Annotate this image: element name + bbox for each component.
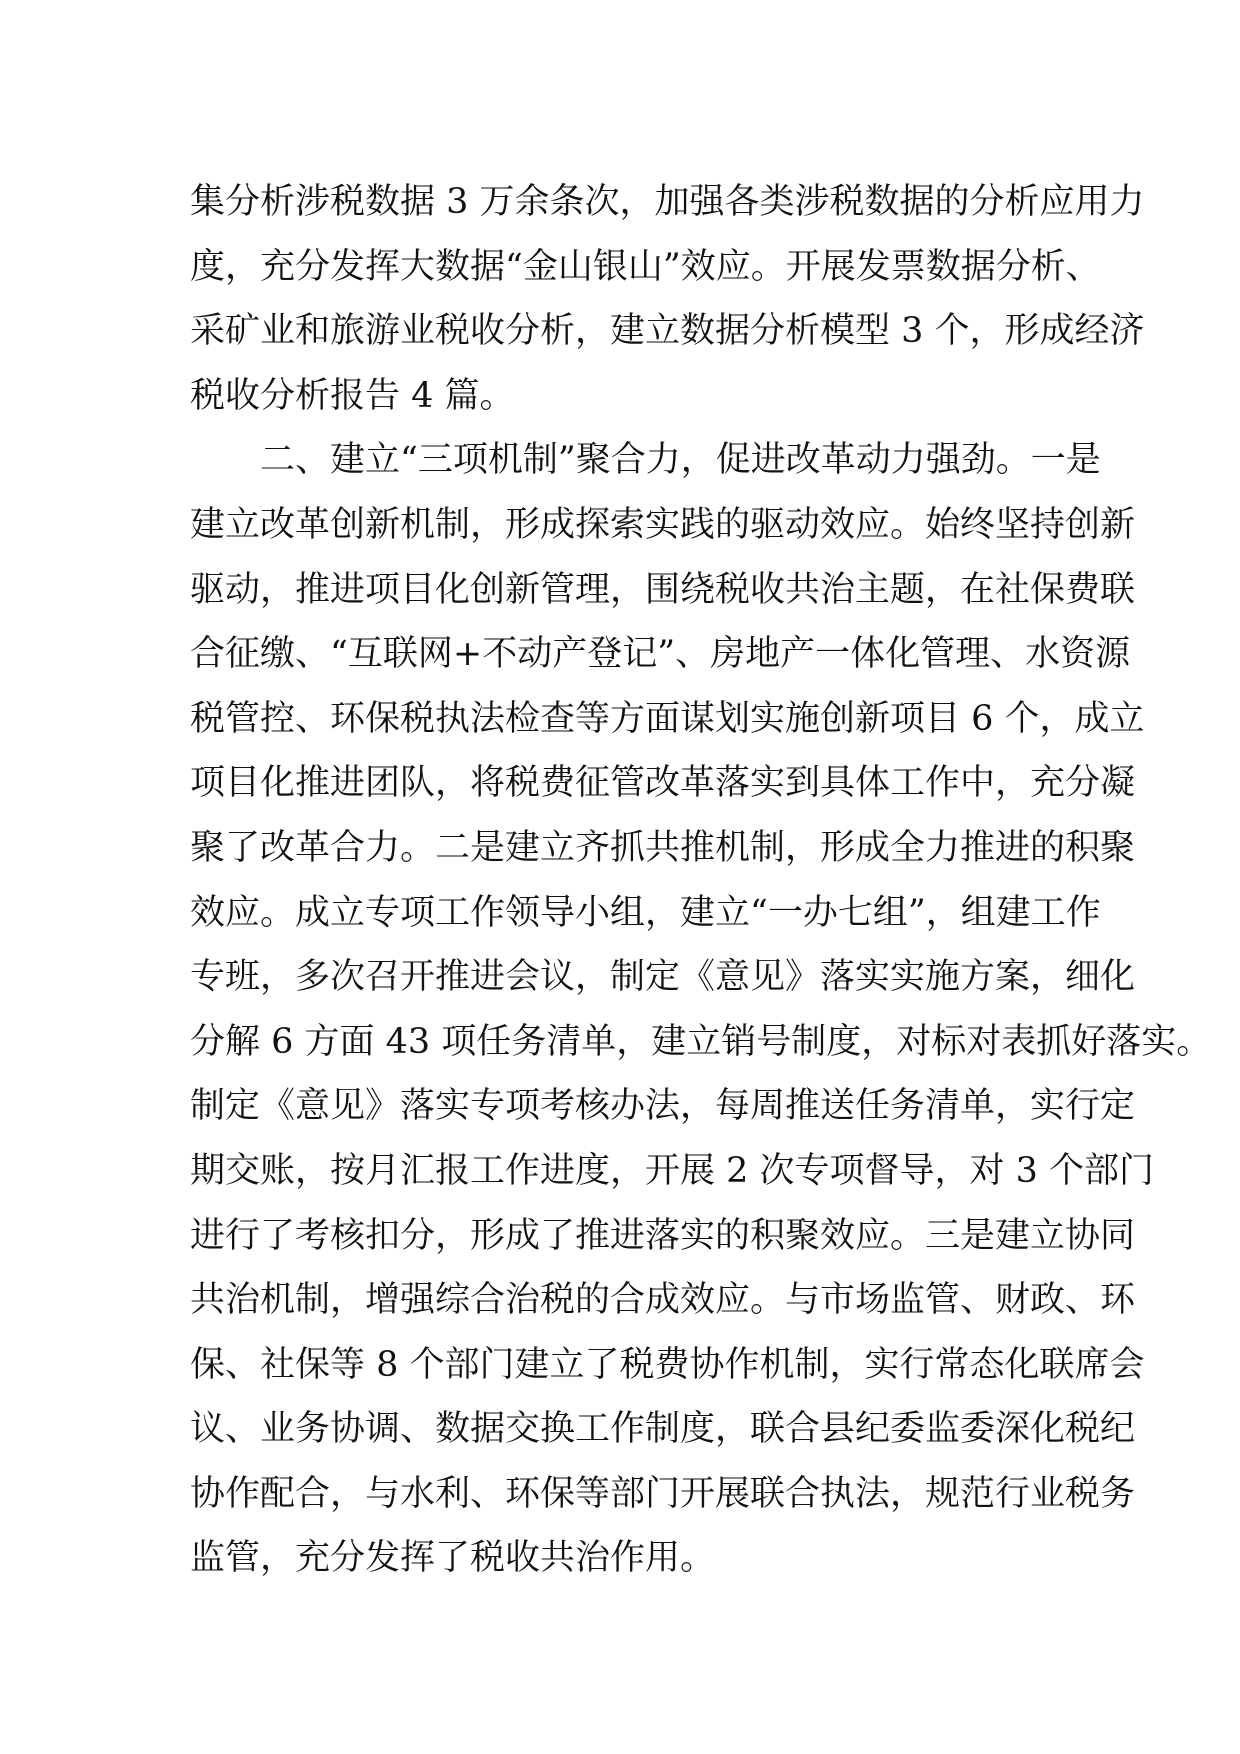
text-line: 保、社保等 8 个部门建立了税费协作机制，实行常态化联席会: [190, 1344, 1145, 1385]
text-line: 驱动，推进项目化创新管理，围绕税收共治主题，在社保费联: [190, 569, 1136, 610]
text-line: 共治机制，增强综合治税的合成效应。与市场监管、财政、环: [190, 1280, 1136, 1321]
text-line: 建立改革创新机制，形成探索实践的驱动效应。始终坚持创新: [190, 504, 1136, 545]
text-line: 制定《意见》落实专项考核办法，每周推送任务清单，实行定: [190, 1086, 1136, 1127]
text-line: 分解 6 方面 43 项任务清单，建立销号制度，对标对表抓好落实。: [190, 1021, 1212, 1062]
text-line: 税管控、环保税执法检查等方面谋划实施创新项目 6 个，成立: [190, 698, 1145, 739]
text-line: 采矿业和旅游业税收分析，建立数据分析模型 3 个，形成经济: [190, 311, 1145, 352]
text-line: 议、业务协调、数据交换工作制度，联合县纪委监委深化税纪: [190, 1409, 1136, 1450]
paragraph-first-line: 二、建立“三项机制”聚合力，促进改革动力强劲。一是: [260, 440, 1101, 481]
text-line: 合征缴、“互联网+不动产登记”、房地产一体化管理、水资源: [190, 634, 1131, 675]
text-line: 协作配合，与水利、环保等部门开展联合执法，规范行业税务: [190, 1473, 1136, 1514]
text-line: 期交账，按月汇报工作进度，开展 2 次专项督导，对 3 个部门: [190, 1150, 1155, 1191]
text-line: 税收分析报告 4 篇。: [190, 375, 515, 416]
text-line: 进行了考核扣分，形成了推进落实的积聚效应。三是建立协同: [190, 1215, 1136, 1256]
body-text: [190, 170, 1212, 1591]
text-line: 监管，充分发挥了税收共治作用。: [190, 1538, 716, 1579]
text-line: 专班，多次召开推进会议，制定《意见》落实实施方案，细化: [190, 957, 1136, 998]
text-line: 集分析涉税数据 3 万余条次，加强各类涉税数据的分析应用力: [190, 182, 1145, 222]
text-line: 度，充分发挥大数据“金山银山”效应。开展发票数据分析、: [190, 246, 1101, 287]
text-line: 聚了改革合力。二是建立齐抓共推机制，形成全力推进的积聚: [190, 827, 1136, 868]
text-line: 项目化推进团队，将税费征管改革落实到具体工作中，充分凝: [190, 763, 1136, 804]
text-line: 效应。成立专项工作领导小组，建立“一办七组”，组建工作: [190, 892, 1101, 933]
